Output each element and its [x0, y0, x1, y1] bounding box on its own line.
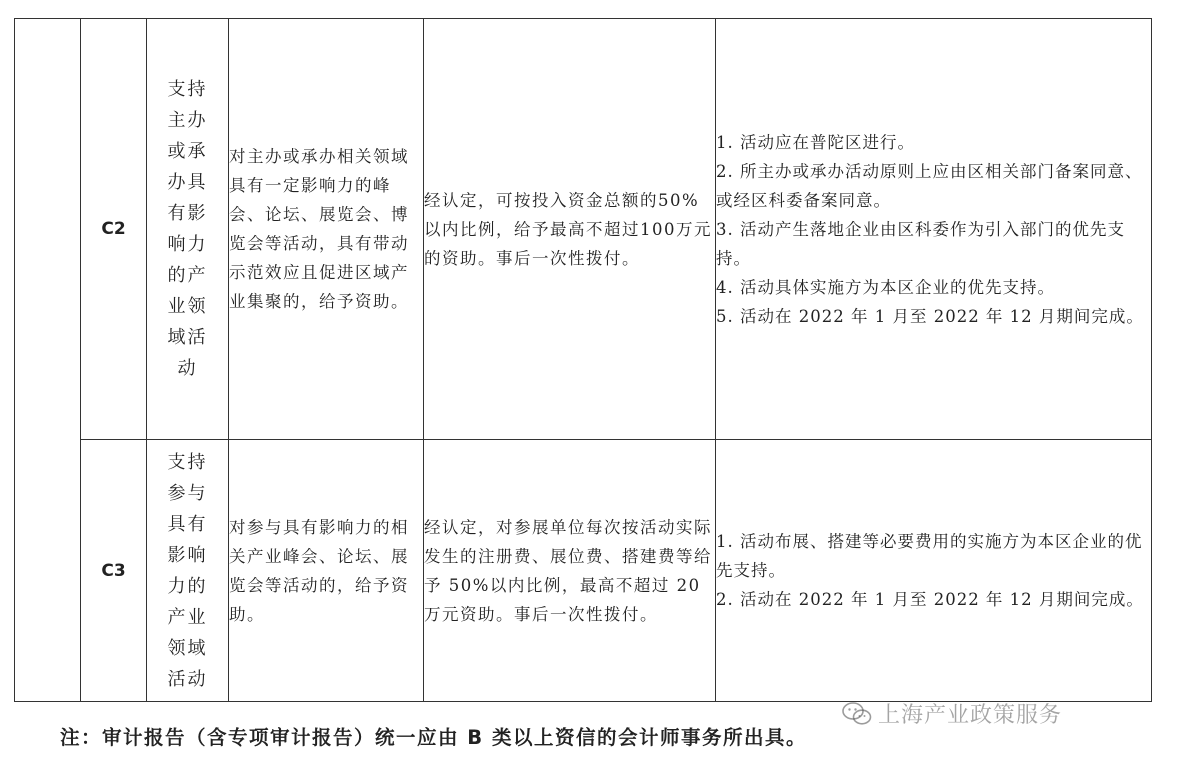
item-name: [147, 440, 229, 702]
item-name-line: 支持: [167, 451, 208, 473]
requirement-item: 1. 活动布展、搭建等必要费用的实施方为本区企业的优先支持。: [716, 532, 1143, 580]
item-name-line: 产业: [167, 606, 208, 628]
item-funding: 经认定，可按投入资金总额的50%以内比例，给予最高不超过100万元的资助。事后一次性拨付。: [424, 19, 716, 440]
item-name-line: 主办: [167, 110, 208, 131]
item-code: C3: [81, 440, 147, 702]
item-name-line: 有影: [167, 203, 208, 224]
item-name-line: 支持: [167, 79, 208, 100]
watermark-text: 上海产业政策服务: [878, 703, 1063, 728]
wechat-icon: [842, 701, 872, 727]
policy-table-container: [14, 18, 1152, 702]
item-requirements: [716, 19, 1152, 440]
requirement-item: 5. 活动在 2022 年 1 月至 2022 年 12 月期间完成。: [716, 306, 1144, 326]
item-description: 对主办或承办相关领域具有一定影响力的峰会、论坛、展览会、博览会等活动，具有带动示范效应且促进区域产业集聚的，给予资助。: [229, 19, 424, 440]
item-name-line: 活动: [167, 668, 208, 690]
requirement-item: 2. 活动在 2022 年 1 月至 2022 年 12 月期间完成。: [716, 590, 1144, 609]
item-name-line: 领域: [167, 637, 208, 659]
item-name-line: 动: [177, 358, 198, 379]
item-name-line: 影响: [167, 544, 208, 566]
requirement-item: 4. 活动具体实施方为本区企业的优先支持。: [716, 277, 1055, 297]
item-name-line: 参与: [167, 482, 208, 504]
item-description: 对参与具有影响力的相关产业峰会、论坛、展览会等活动的，给予资助。: [229, 440, 424, 702]
category-cell: [15, 19, 81, 702]
item-name-line: 办具: [167, 172, 208, 193]
table-row-c3: [15, 440, 1152, 702]
policy-table: [14, 18, 1152, 702]
requirement-item: 3. 活动产生落地企业由区科委作为引入部门的优先支持。: [716, 219, 1125, 268]
table-row-c2: [15, 19, 1152, 440]
item-name-line: 或承: [167, 141, 208, 162]
item-requirements: [716, 440, 1152, 702]
requirement-item: 2. 所主办或承办活动原则上应由区相关部门备案同意、或经区科委备案同意。: [716, 161, 1143, 210]
item-name: [147, 19, 229, 440]
item-name-line: 域活: [167, 327, 208, 348]
item-name-line: 响力: [167, 234, 208, 255]
item-name-line: 力的: [167, 575, 208, 597]
item-name-line: 的产: [167, 265, 208, 286]
item-name-line: 业领: [167, 296, 208, 317]
item-name-line: 具有: [167, 513, 208, 535]
item-funding: 经认定，对参展单位每次按活动实际发生的注册费、展位费、搭建费等给予 50%以内比例，最高不超过 20 万元资助。事后一次性拨付。: [424, 440, 716, 702]
footnote: 注：审计报告（含专项审计报告）统一应由 B 类以上资信的会计师事务所出具。: [60, 726, 807, 749]
requirement-item: 1. 活动应在普陀区进行。: [716, 132, 915, 152]
item-code: C2: [81, 19, 147, 440]
watermark: [842, 698, 1062, 729]
